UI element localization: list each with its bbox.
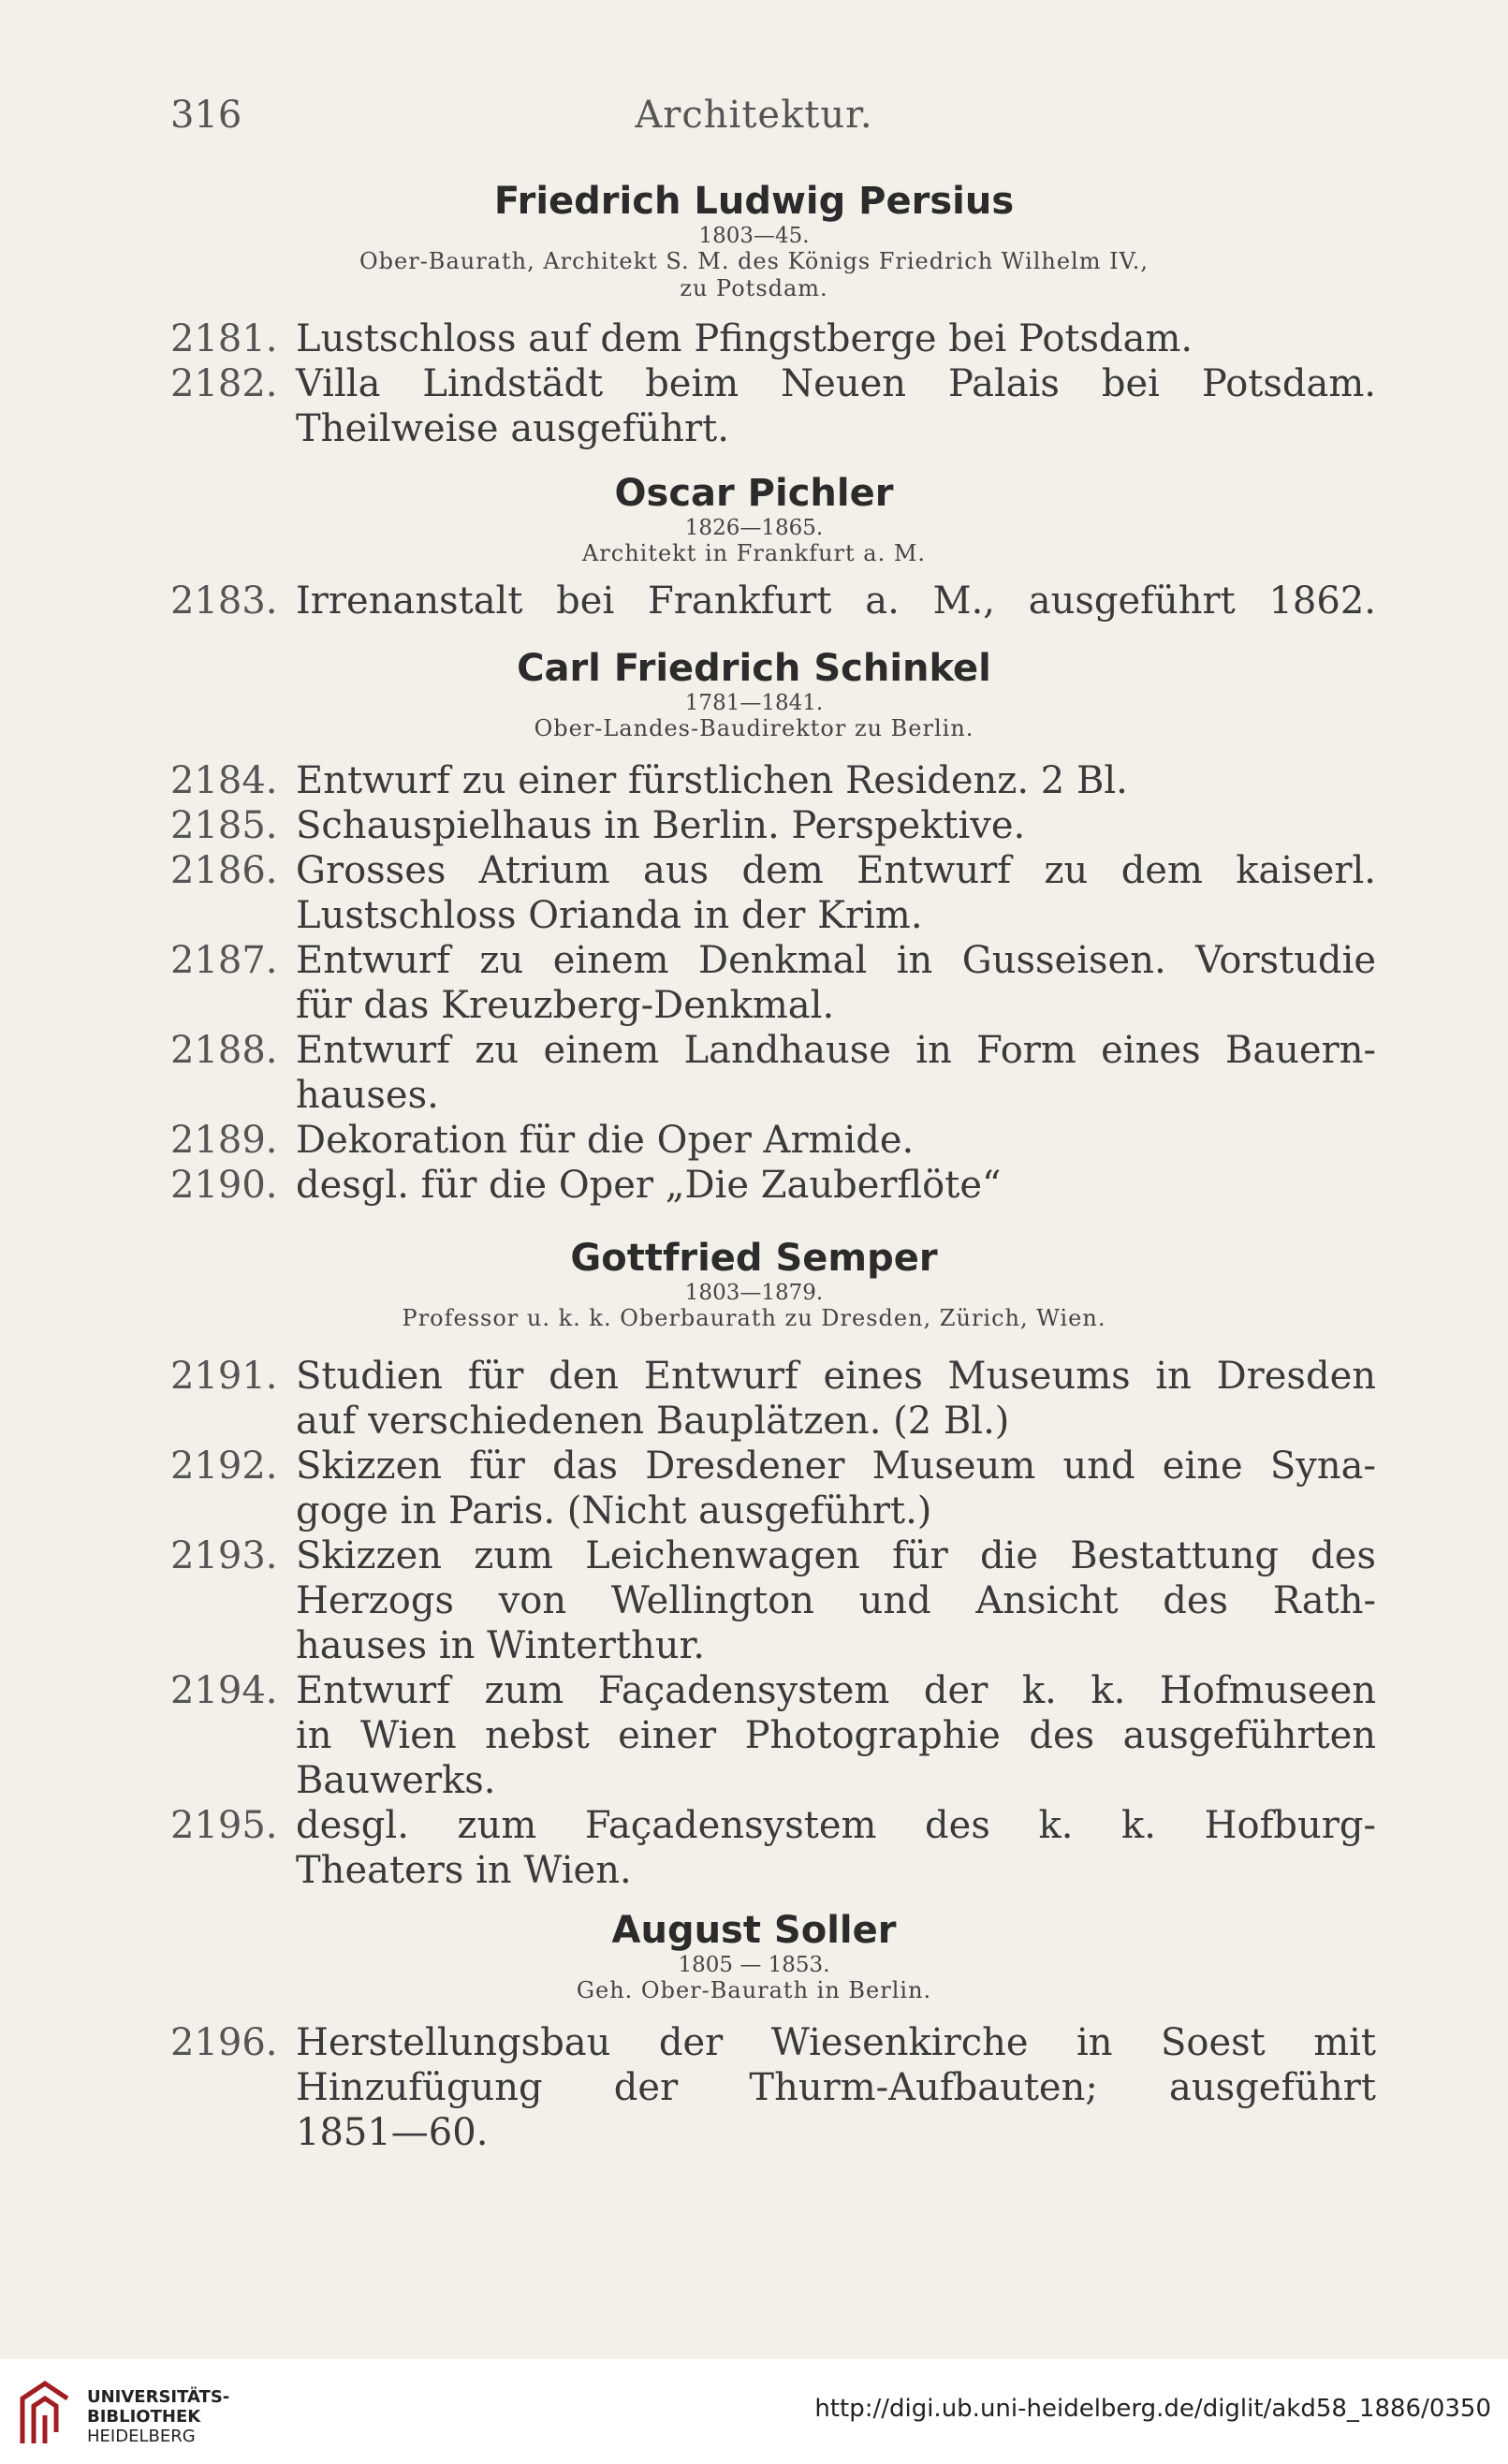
library-name-line: BIBLIOTHEK — [87, 2407, 201, 2427]
entry-text: hauses. — [296, 1074, 439, 1117]
entry-text: Villa Lindstädt beim Neuen Palais bei Potsdam. — [296, 362, 1376, 405]
entry-text: 1851—60. — [296, 2111, 489, 2154]
entry-number: 2187. — [170, 939, 278, 982]
entry-number: 2195. — [170, 1804, 278, 1847]
architect-heading-soller — [0, 1910, 1508, 2004]
entry-text: hauses in Winterthur. — [296, 1624, 705, 1667]
architect-description: Geh. Ober-Baurath in Berlin. — [576, 1977, 932, 2004]
architect-years: 1803—45. — [698, 224, 810, 248]
entry-text: Entwurf zu einem Landhause in Form eines Bauern- — [296, 1029, 1376, 1072]
entry-number: 2189. — [170, 1119, 278, 1162]
entry-number: 2196. — [170, 2021, 278, 2064]
architect-description: Ober-Baurath, Architekt S. M. des Königs Friedrich Wilhelm IV., — [359, 248, 1149, 275]
architect-heading-persius — [0, 181, 1508, 302]
running-title: Architektur. — [635, 94, 873, 137]
architect-name: Carl Friedrich Schinkel — [517, 647, 991, 690]
entry-text: goge in Paris. (Nicht ausgeführt.) — [296, 1489, 932, 1533]
entry-text: Hinzufügung der Thurm-Aufbauten; ausgeführt — [296, 2066, 1376, 2109]
entry-text: Schauspielhaus in Berlin. Perspektive. — [296, 804, 1026, 847]
architect-description: Professor u. k. k. Oberbaurath zu Dresden, Zürich, Wien. — [402, 1305, 1106, 1332]
entry-text: Irrenanstalt bei Frankfurt a. M., ausgeführt 1862. — [296, 579, 1376, 623]
library-name — [87, 2387, 229, 2446]
architect-heading-schinkel — [0, 648, 1508, 742]
architect-name: Friedrich Ludwig Persius — [493, 180, 1015, 223]
entry-text: für das Kreuzberg-Denkmal. — [296, 984, 835, 1027]
architect-name: Oscar Pichler — [614, 472, 894, 515]
architect-years: 1803—1879. — [684, 1281, 824, 1305]
entry-number: 2188. — [170, 1029, 278, 1072]
ub-heidelberg-logo-icon — [13, 2378, 79, 2453]
entry-text: in Wien nebst einer Photographie des ausgeführten — [296, 1714, 1376, 1757]
entry-number: 2181. — [170, 317, 278, 360]
entry-number: 2183. — [170, 579, 278, 623]
entry-text: desgl. für die Oper „Die Zauberflöte“ — [296, 1164, 1002, 1207]
entry-text: Herzogs von Wellington und Ansicht des Rath- — [296, 1579, 1376, 1622]
library-name-line: UNIVERSITÄTS- — [87, 2387, 230, 2407]
architect-heading-pichler — [0, 473, 1508, 567]
entry-number: 2194. — [170, 1669, 278, 1712]
architect-name: Gottfried Semper — [570, 1237, 938, 1280]
entry-text: Skizzen zum Leichenwagen für die Bestattung des — [296, 1534, 1376, 1577]
entry-number: 2185. — [170, 804, 278, 847]
entry-text: Grosses Atrium aus dem Entwurf zu dem kaiserl. — [296, 849, 1376, 892]
entry-text: auf verschiedenen Bauplätzen. (2 Bl.) — [296, 1400, 1010, 1443]
architect-description: Architekt in Frankfurt a. M. — [581, 540, 927, 567]
architect-heading-semper — [0, 1238, 1508, 1332]
entry-number: 2184. — [170, 759, 278, 802]
entry-text: Dekoration für die Oper Armide. — [296, 1119, 915, 1162]
entry-text: Entwurf zum Façadensystem der k. k. Hofmuseen — [296, 1669, 1376, 1712]
entry-text: Skizzen für das Dresdener Museum und eine Syna- — [296, 1445, 1376, 1488]
entry-number: 2186. — [170, 849, 278, 892]
architect-years: 1805 — 1853. — [678, 1953, 830, 1977]
entry-text: Bauwerks. — [296, 1759, 496, 1802]
library-name-line: HEIDELBERG — [87, 2427, 196, 2446]
entry-text: Entwurf zu einem Denkmal in Gusseisen. Vorstudie — [296, 939, 1376, 982]
entry-number: 2193. — [170, 1534, 278, 1577]
page-header — [0, 94, 1508, 150]
entry-text: desgl. zum Façadensystem des k. k. Hofburg- — [296, 1804, 1376, 1847]
entry-text: Theaters in Wien. — [296, 1849, 632, 1892]
entry-text: Herstellungsbau der Wiesenkirche in Soest mit — [296, 2021, 1376, 2064]
entry-number: 2182. — [170, 362, 278, 405]
entry-text: Theilweise ausgeführt. — [296, 407, 729, 450]
architect-years: 1781—1841. — [684, 691, 824, 715]
architect-description: zu Potsdam. — [680, 275, 828, 302]
entry-number: 2192. — [170, 1445, 278, 1488]
architect-name: August Soller — [611, 1909, 897, 1952]
architect-description: Ober-Landes-Baudirektor zu Berlin. — [534, 715, 974, 742]
page-number: 316 — [170, 94, 242, 137]
entry-number: 2191. — [170, 1355, 278, 1398]
entry-text: Studien für den Entwurf eines Museums in Dresden — [296, 1355, 1376, 1398]
entry-text: Entwurf zu einer fürstlichen Residenz. 2 Bl. — [296, 759, 1128, 802]
architect-years: 1826—1865. — [684, 516, 824, 540]
entry-text: Lustschloss Orianda in der Krim. — [296, 894, 923, 937]
entry-number: 2190. — [170, 1164, 278, 1207]
source-url-link[interactable]: http://digi.ub.uni-heidelberg.de/diglit/akd58_1886/0350 — [814, 2395, 1491, 2423]
digitization-footer — [0, 2359, 1508, 2464]
entry-text: Lustschloss auf dem Pfingstberge bei Potsdam. — [296, 317, 1193, 360]
